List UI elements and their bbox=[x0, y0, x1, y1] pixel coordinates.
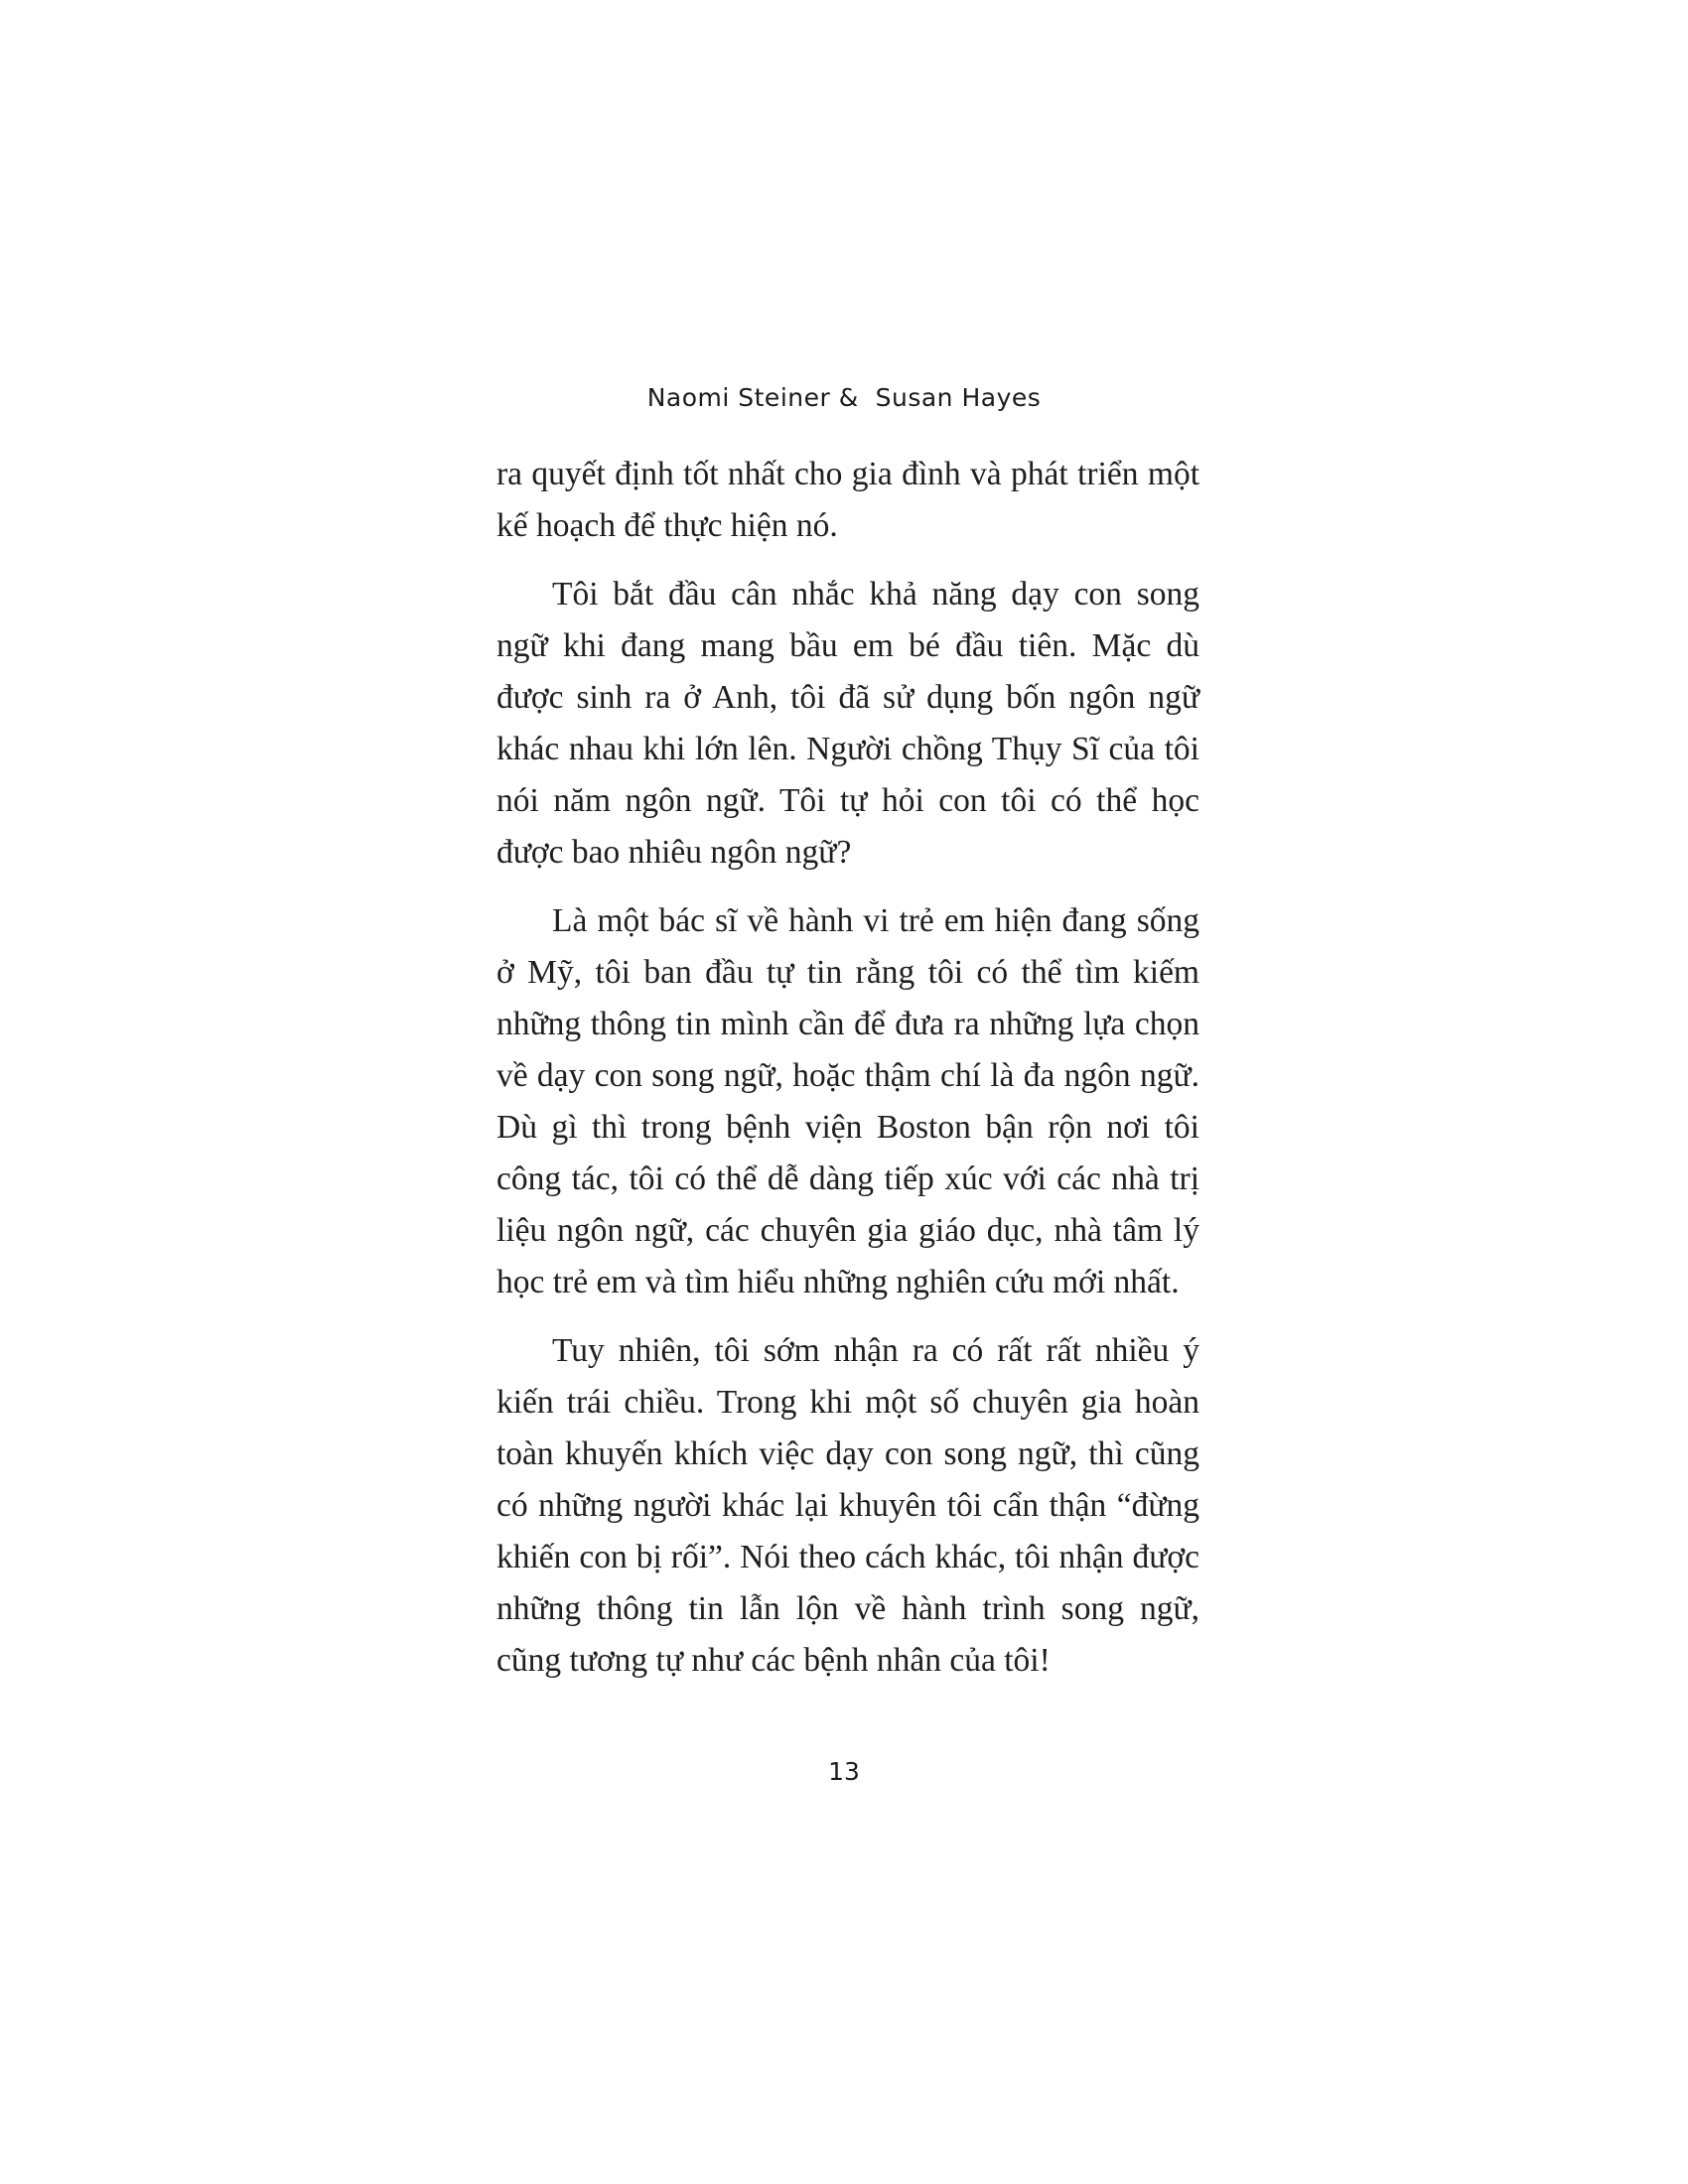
paragraph: Tuy nhiên, tôi sớm nhận ra có rất rất nhiều ý kiến trái chiều. Trong khi một số chuyên gia hoàn toàn khuyến khích việc dạy con song ngữ, thì cũng có những người khác lại khuyên tôi cẩn thận “đừng khiến con bị rối”. Nói theo cách khác, tôi nhận được những thông tin lẫn lộn về hành trình song ngữ, cũng tương tự như các bệnh nhân của tôi! bbox=[496, 1332, 1199, 1679]
paragraph: Là một bác sĩ về hành vi trẻ em hiện đang sống ở Mỹ, tôi ban đầu tự tin rằng tôi có thể tìm kiếm những thông tin mình cần để đưa ra những lựa chọn về dạy con song ngữ, hoặc thậm chí là đa ngôn ngữ. Dù gì thì trong bệnh viện Boston bận rộn nơi tôi công tác, tôi có thể dễ dàng tiếp xúc với các nhà trị liệu ngôn ngữ, các chuyên gia giáo dục, nhà tâm lý học trẻ em và tìm hiểu những nghiên cứu mới nhất. bbox=[496, 902, 1199, 1300]
page-number: 13 bbox=[828, 1757, 860, 1786]
body-text bbox=[496, 449, 1199, 1704]
running-header-authors: Naomi Steiner & Susan Hayes bbox=[646, 383, 1042, 412]
paragraph: Tôi bắt đầu cân nhắc khả năng dạy con song ngữ khi đang mang bầu em bé đầu tiên. Mặc dù được sinh ra ở Anh, tôi đã sử dụng bốn ngôn ngữ khác nhau khi lớn lên. Người chồng Thụy Sĩ của tôi nói năm ngôn ngữ. Tôi tự hỏi con tôi có thể học được bao nhiêu ngôn ngữ? bbox=[496, 576, 1199, 871]
paragraph-continuation: ra quyết định tốt nhất cho gia đình và phát triển một kế hoạch để thực hiện nó. bbox=[496, 456, 1199, 544]
